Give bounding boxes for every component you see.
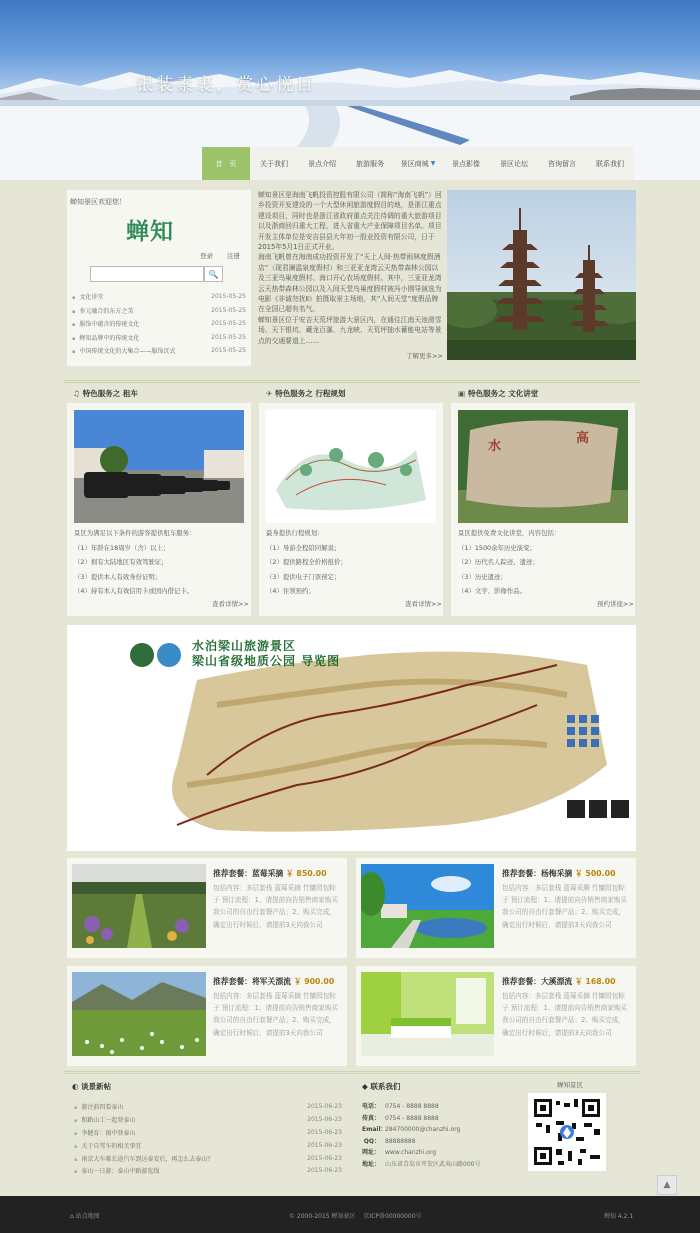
forum-heading: [72, 1081, 111, 1092]
banner-slogan: 银装素裹，赏心悦目: [136, 75, 316, 95]
sitemap-icon: ⌂: [70, 1213, 76, 1220]
plane-icon: ✈: [266, 389, 273, 398]
news-title: ▪ 蝉知品牌中的传统文化: [72, 333, 139, 342]
package-price: ￥ 900.00: [293, 977, 335, 986]
book-icon: ▣: [458, 389, 466, 398]
forum-title: 谈景新帖: [81, 1082, 112, 1091]
qr-label: 蝉知景区: [557, 1081, 583, 1089]
post-date: 2015-06-23: [307, 1167, 342, 1175]
contact-value: 0754 - 8888 8888: [385, 1103, 439, 1110]
stone-tablet-image: [458, 410, 628, 523]
nav-item-shop[interactable]: [394, 147, 442, 180]
package-label: 推荐套餐：杨梅采摘: [502, 869, 573, 878]
powered-by-link[interactable]: 蝉知 4.2.1: [604, 1213, 634, 1220]
service-heading: [266, 388, 345, 399]
package-description: 包括内容：多层套栈 蓝莓采摘 竹慵园包粽子 预订流程：1、请提前向告销售商家购买我公司的自由行套餐产品；2、购买完成，确定出行时候后，请提前3天向我公司: [213, 992, 338, 1037]
bell-icon: ♫: [73, 389, 80, 398]
intro-paragraph: 海南飞帆曾在海南成功投资开发了“天上人间·热带雨林度假酒店”（现君澜温泉度假村）和三亚亚龙湾云天热带森林公园以及三亚鸟巢度假村、海口开心农场度假村。其中，三亚亚龙湾云天热带森林公园以及入间天堂鸟巢度假村被冯小刚导演选为电影《非诚勿扰Ⅱ》拍摄取景主场地，其“人间天堂”度假品牌在全国已超有名气。: [258, 253, 442, 314]
map-title-line: 水泊梁山旅游景区: [192, 639, 297, 653]
post-title: ▪ 南京大车难长途汽车到达泰安后，再怎么去泰山？: [74, 1154, 213, 1163]
sidebar-news-list: [72, 290, 246, 358]
list-item[interactable]: [72, 331, 246, 345]
service-line: （3）提供本人有效身份证明；: [74, 572, 162, 581]
nav-item-home[interactable]: [202, 147, 250, 180]
arrow-up-icon: ▲: [663, 1180, 671, 1190]
post-title: ▪ 李健育：雨中登泰山: [74, 1128, 135, 1137]
package-description: 包括内容：多层套栈 蓝莓采摘 竹慵园包粽子 预订流程：1、请提前向告销售商家购买我公司的自由行套餐产品；2、购买完成，确定出行时候后，请提前3天向我公司: [502, 992, 627, 1037]
daxi-rafting-room-image: [361, 972, 494, 1056]
search-button[interactable]: [204, 266, 223, 282]
planning-description: [266, 526, 438, 599]
package-title[interactable]: [502, 868, 616, 879]
nav-label: 景区商城: [400, 159, 429, 168]
list-item[interactable]: [74, 1126, 342, 1139]
site-logo[interactable]: 蝉知: [126, 218, 174, 245]
service-line: （2）拥有大陆地区有效驾驶证；: [74, 558, 168, 567]
contact-row: [362, 1124, 480, 1136]
search-icon: 🔍: [208, 269, 219, 279]
list-item[interactable]: [74, 1139, 342, 1152]
nav-label: 景点影像: [452, 159, 480, 168]
post-title: ▪ 泰山一日游：泰山中路游览线: [74, 1166, 159, 1175]
nav-item-contact[interactable]: [586, 147, 634, 180]
package-title[interactable]: [213, 976, 334, 987]
intro-paragraph: 蝉知景区是海南飞帆投资控股有限公司（简称“海南飞帆”）回乡投资开发建设的一个大型休闲旅游度假目的地，是浙江重点建设项目，同时也是浙江省政府重点关注待调的重大旅游项目以及浙商回归重大工程，进入省重大产业保障项目名单。项目开发主体单位是安吉县县大年初一股业投资有限公司，日于2015年5月1日正式开业。: [258, 191, 442, 252]
svg-text:水: 水: [488, 439, 502, 454]
service-title: 特色服务之 文化讲堂: [468, 389, 539, 398]
website-link[interactable]: www.chanzhi.org: [385, 1149, 437, 1156]
news-date: 2015-05-25: [211, 293, 246, 301]
news-date: 2015-05-25: [211, 333, 246, 341]
contact-title: 联系我们: [370, 1082, 401, 1091]
nav-label: 景点介绍: [308, 159, 336, 168]
nav-label: 联系我们: [596, 159, 624, 168]
map-marker-icon: ◆: [362, 1082, 371, 1091]
news-title: ▪ 服饰中蕴含的传统文化: [72, 319, 139, 328]
intro-paragraph: 蝉知景区位于安吉天荒坪旅游大景区内，在通往江南天池滑雪场、天下银坑、藏龙百瀑、九龙峡、天荒坪抽水蓄能电站等景点的交通要道上……: [258, 315, 442, 345]
blueberry-garden-image: [72, 864, 206, 948]
contact-row: [362, 1147, 480, 1159]
back-to-top-button[interactable]: [657, 1175, 677, 1195]
service-line: （3）提供电子门票预定；: [266, 572, 341, 581]
rental-vans-image: [74, 410, 244, 523]
news-date: 2015-05-25: [211, 306, 246, 314]
planning-more-link[interactable]: 查看详情>>: [405, 600, 442, 608]
service-line: 最身提供行程规划：: [266, 529, 324, 537]
service-line: （4）文学、影像作品。: [458, 587, 526, 596]
forum-post-list: [74, 1100, 342, 1177]
learn-more-link[interactable]: 了解更多>>: [406, 352, 443, 360]
intro-text: [258, 190, 444, 346]
package-label: 推荐套餐：蓝莓采摘: [213, 869, 284, 878]
service-line: （2）历代名人踪迹、遗迹；: [458, 558, 539, 567]
service-line: （1）年龄在18周岁（含）以上；: [74, 543, 170, 552]
package-description: 包括内容：多层套栈 蓝莓采摘 竹慵园包粽子 预订流程：1、请提前向告销售商家购买我公司的自由行套餐产品；2、购买完成，确定出行时候后，请提前3天向我公司: [213, 884, 338, 929]
route-map-image: [266, 410, 436, 523]
contact-value: 山东省青岛市开发区武夷山路000号: [385, 1160, 481, 1168]
register-link[interactable]: 注册: [227, 252, 240, 260]
copyright: © 2000-2015 蝉知景区 京ICP备00000000号: [289, 1213, 422, 1220]
news-title: ▪ 中国传统文化的大集合——服饰沉式: [72, 346, 175, 355]
post-title: ▪ 游注前四看泰山: [74, 1102, 123, 1111]
post-date: 2015-06-23: [307, 1141, 342, 1149]
nav-item-attractions[interactable]: [298, 147, 346, 180]
bayberry-lake-image: [361, 864, 494, 948]
contact-row: [362, 1101, 480, 1113]
nav-label: 咨询留言: [548, 159, 576, 168]
package-price: ￥ 168.00: [574, 977, 616, 986]
guide-map-image: [67, 625, 636, 851]
service-heading: [458, 388, 538, 399]
package-label: 推荐套餐：大溪漂流: [502, 977, 573, 986]
post-date: 2015-06-23: [307, 1154, 342, 1162]
contact-value: 88888888: [385, 1137, 416, 1145]
news-date: 2015-05-25: [211, 347, 246, 355]
nav-item-message[interactable]: [538, 147, 586, 180]
package-title[interactable]: [213, 868, 327, 879]
list-item[interactable]: [72, 344, 246, 358]
package-price: ￥ 850.00: [285, 869, 327, 878]
nav-label: 关于我们: [260, 159, 288, 168]
nav-item-services[interactable]: [346, 147, 394, 180]
contact-label: 地址：: [362, 1160, 381, 1168]
service-line: （4）持有本人有效信用卡或国内借记卡。: [74, 587, 194, 596]
email-link[interactable]: 284700000@chanzhi.org: [385, 1126, 461, 1133]
service-title: 特色服务之 行程规划: [275, 389, 346, 398]
package-label: 推荐套餐：将军关漂流: [213, 977, 291, 986]
package-title[interactable]: [502, 976, 616, 987]
nav-item-gallery[interactable]: [442, 147, 490, 180]
nav-label: 旅游服务: [356, 159, 384, 168]
contact-label: Email：: [362, 1126, 387, 1133]
contact-row: [362, 1113, 480, 1125]
contact-label: 传真：: [362, 1114, 381, 1122]
service-title: 特色服务之 租车: [82, 389, 138, 398]
service-line: （1）1500余年历史演变；: [458, 543, 536, 552]
nav-label: 景区论坛: [500, 159, 528, 168]
list-item[interactable]: [72, 304, 246, 318]
contact-info: [362, 1101, 480, 1170]
contact-label: 网址：: [362, 1149, 381, 1156]
news-title: ▪ 多元融合的东方之美: [72, 306, 133, 315]
post-date: 2015-06-23: [307, 1115, 342, 1123]
post-date: 2015-06-23: [307, 1102, 342, 1110]
contact-row: [362, 1159, 480, 1171]
map-title: [192, 639, 340, 669]
contact-value: 0754 - 8888 8888: [385, 1114, 439, 1122]
service-line: （3）历史遗迹；: [458, 572, 507, 581]
qr-code-image: [528, 1093, 606, 1171]
culture-description: [458, 526, 630, 599]
news-title: ▪ 文化讲堂: [72, 292, 103, 301]
package-description: 包括内容：多层套栈 蓝莓采腾 竹慵园包粽子 预订流程：1、请提前向告销售商家购买我公司的自由行套餐产品；2、购买完成，确定出行时候后，请提前3天向我公司: [502, 884, 627, 929]
pagoda-image: [447, 190, 636, 360]
service-line: （2）提供路程全价格报价；: [266, 558, 347, 567]
welcome-text: 蝉知景区欢迎您！: [70, 198, 126, 206]
contact-label: QQ：: [363, 1137, 380, 1145]
list-item[interactable]: [74, 1113, 342, 1126]
list-item[interactable]: [72, 317, 246, 331]
service-line: （1）导游全程陪同解说；: [266, 543, 341, 552]
main-nav: [202, 147, 634, 180]
news-date: 2015-05-25: [211, 320, 246, 328]
list-item[interactable]: [74, 1100, 342, 1113]
post-date: 2015-06-23: [307, 1128, 342, 1136]
nav-label: 首 页: [215, 159, 237, 168]
service-line: 景区为满足以下条件的游客提供租车服务：: [74, 529, 196, 537]
general-pass-rafting-image: [72, 972, 206, 1056]
culture-more-link[interactable]: 预约讲座>>: [597, 600, 634, 608]
search-input[interactable]: [90, 266, 204, 282]
caret-down-icon: ▼: [430, 160, 436, 167]
post-title: ▪ 关于自驾车的相关事宜: [74, 1141, 141, 1150]
package-price: ￥ 500.00: [574, 869, 616, 878]
list-item[interactable]: [74, 1164, 342, 1177]
service-line: （4）住领预约；: [266, 587, 315, 596]
sitemap-link[interactable]: [70, 1211, 100, 1220]
section-divider: [64, 1071, 640, 1074]
rental-description: [74, 526, 246, 599]
login-link[interactable]: 登录: [200, 252, 213, 260]
list-item[interactable]: [74, 1152, 342, 1165]
contact-row: [362, 1136, 480, 1148]
svg-text:高: 高: [576, 431, 590, 446]
rental-more-link[interactable]: 查看详情>>: [212, 600, 249, 608]
service-line: 景区提供免费文化讲堂，内容包括：: [458, 529, 561, 537]
list-item[interactable]: [72, 290, 246, 304]
contact-label: 电话：: [362, 1103, 381, 1110]
comment-icon: ◐: [72, 1082, 82, 1091]
contact-heading: [362, 1081, 400, 1092]
sitemap-label: 站点地图: [75, 1213, 100, 1220]
section-divider: [64, 380, 640, 383]
footer: [0, 1196, 700, 1233]
post-title: ▪ 和路山工一起登泰山: [74, 1115, 135, 1124]
map-title-line: 梁山省级地质公园 导览图: [192, 654, 341, 668]
service-heading: [73, 388, 138, 399]
nav-item-forum[interactable]: [490, 147, 538, 180]
nav-item-about[interactable]: [250, 147, 298, 180]
